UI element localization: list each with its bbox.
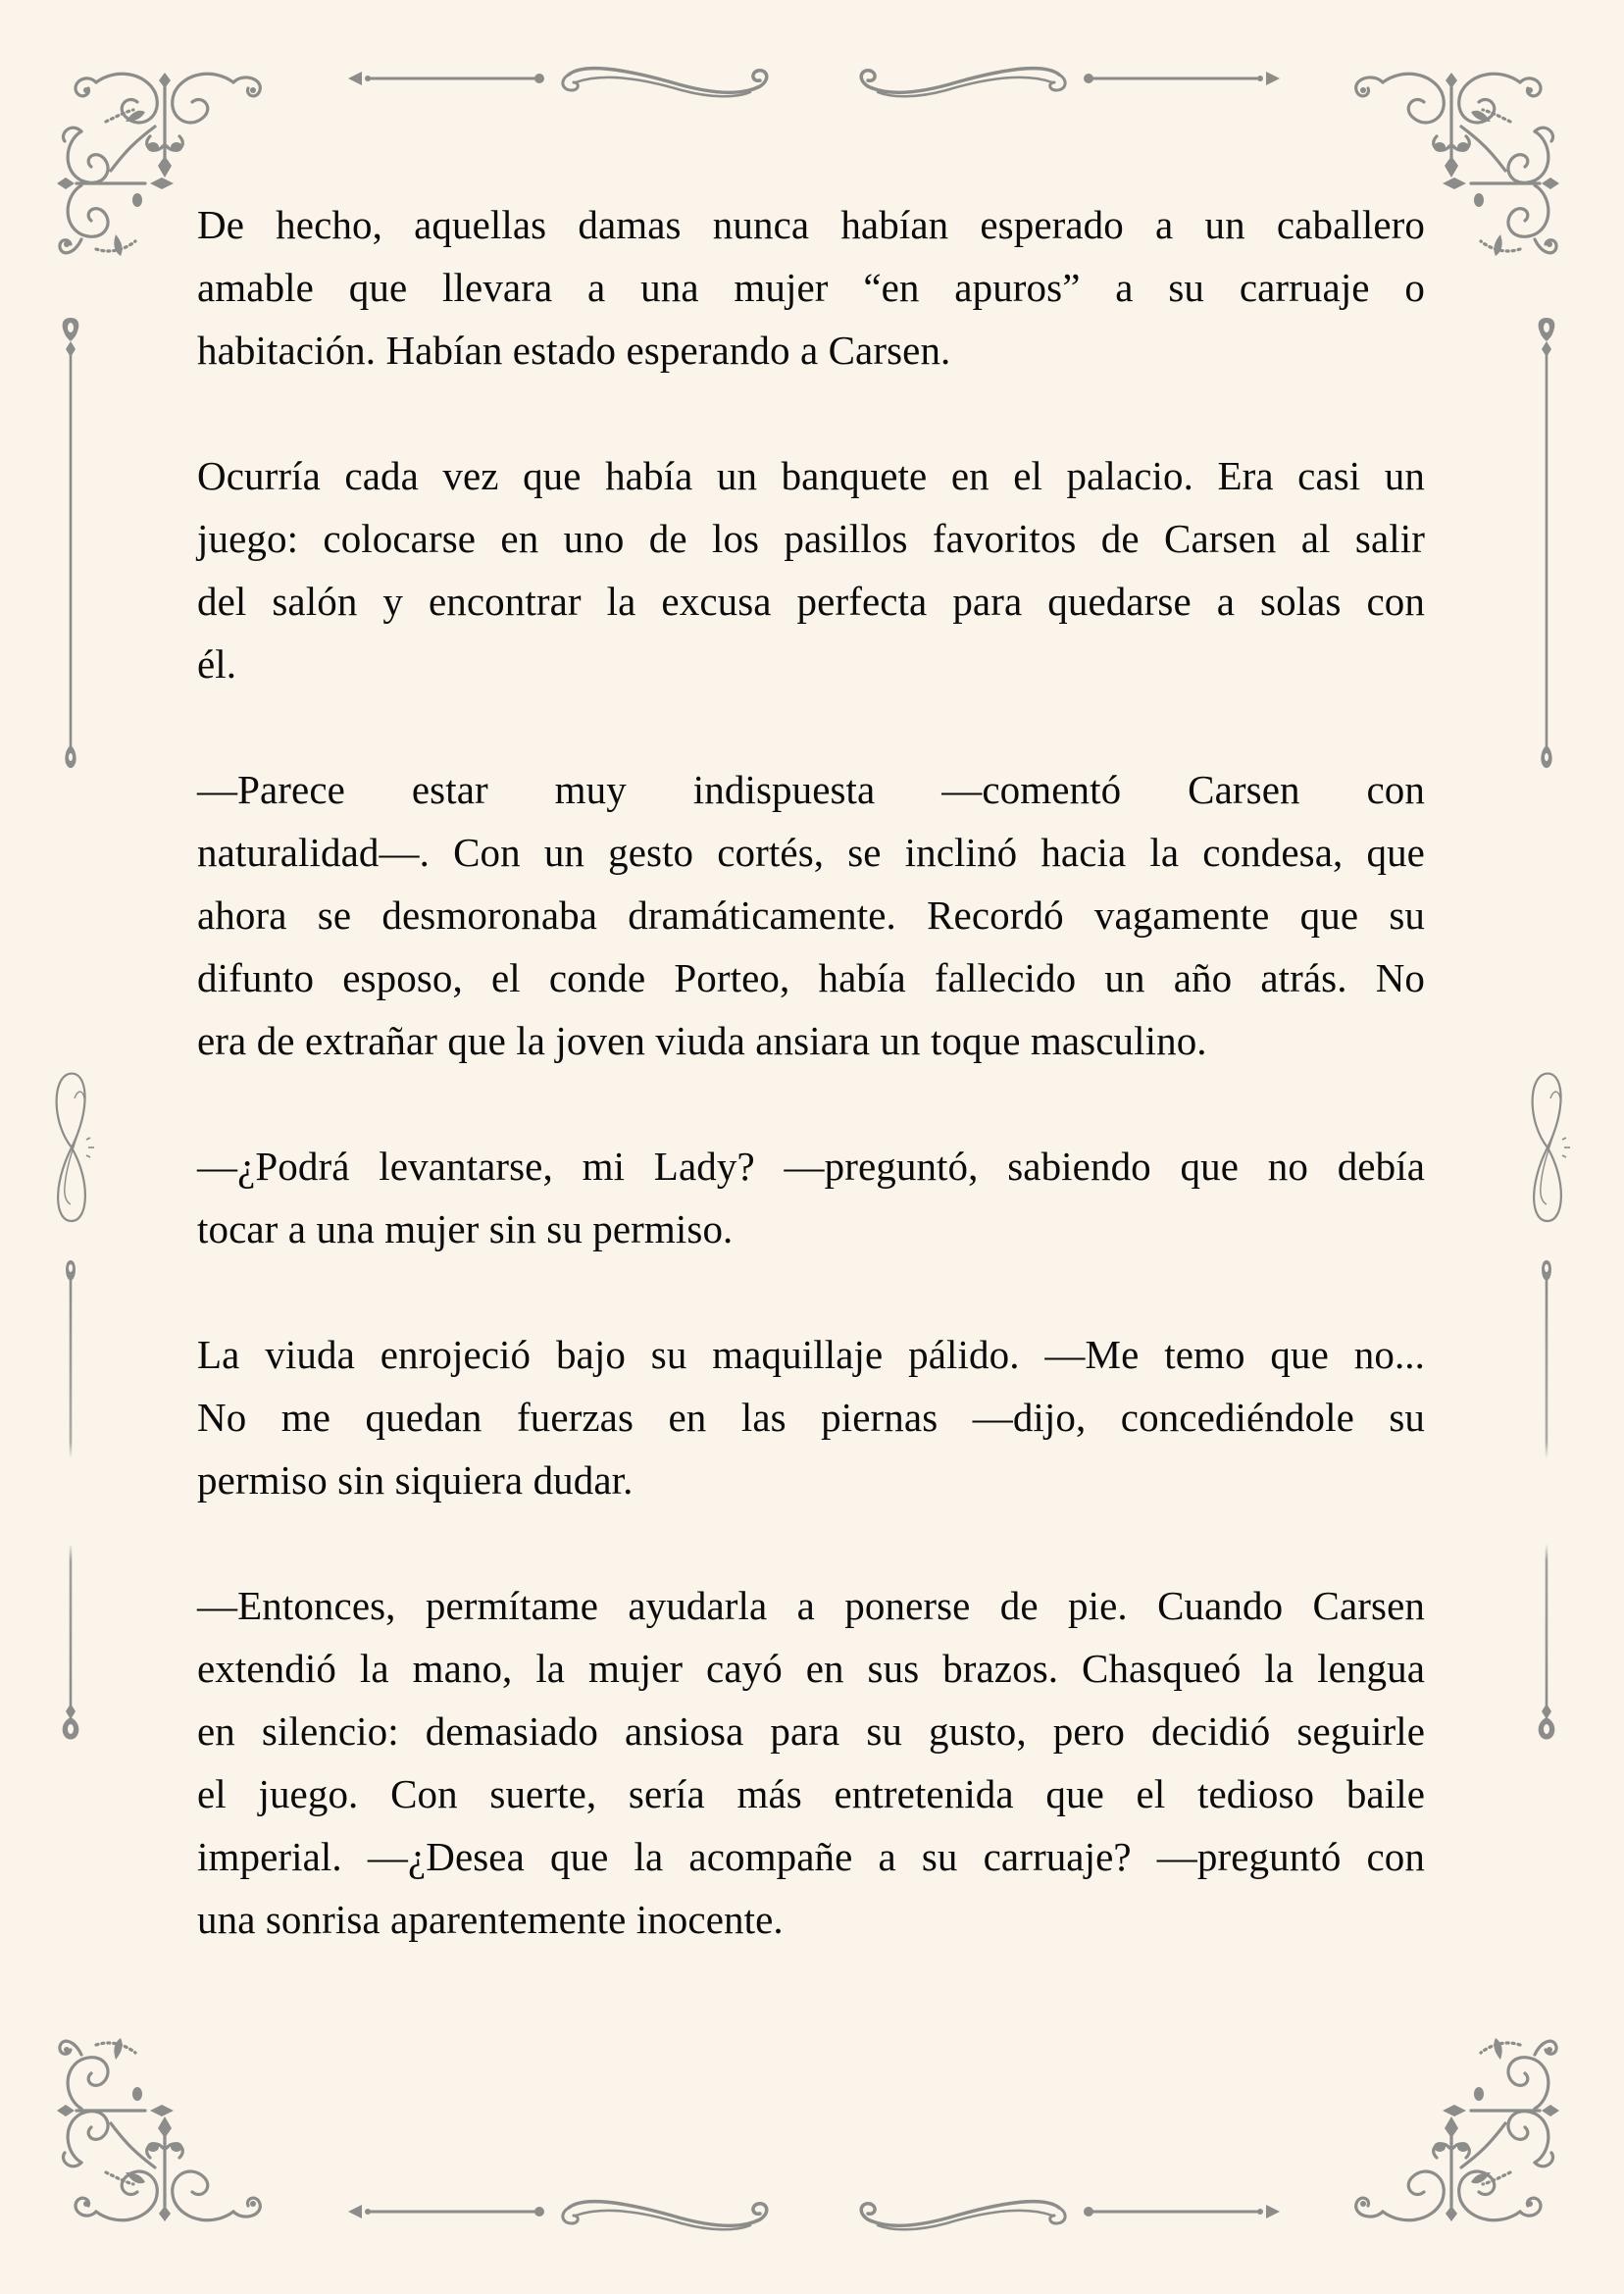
page-body-text — [197, 193, 1425, 2014]
right-rod-lower-icon — [1537, 1260, 1556, 1741]
text-line: en silencio: demasiado ansiosa para su gusto, pero decidió seguirle — [197, 1708, 1425, 1754]
text-line: el juego. Con suerte, sería más entretenida que el tedioso baile — [197, 1771, 1425, 1816]
text-line: naturalidad—. Con un gesto cortés, se inclinó hacia la condesa, que — [197, 830, 1425, 875]
paragraph-5 — [197, 1323, 1425, 1511]
paragraph-3 — [197, 758, 1425, 1072]
text-line: La viuda enrojeció bajo su maquillaje pálido. —Me temo que no... — [197, 1332, 1425, 1377]
text-line: permiso sin siquiera dudar. — [197, 1457, 634, 1503]
flourish-corner-bottom-left-icon — [57, 2006, 302, 2231]
text-line: —¿Podrá levantarse, mi Lady? —preguntó, sabiendo que no debía — [197, 1144, 1425, 1189]
text-line: tocar a una mujer sin su permiso. — [197, 1206, 734, 1251]
text-line: De hecho, aquellas damas nunca habían esperado a un caballero — [197, 202, 1425, 247]
text-line: ahora se desmoronaba dramáticamente. Recordó vagamente que su — [197, 892, 1425, 938]
paragraph-2 — [197, 444, 1425, 695]
text-line: una sonrisa aparentemente inocente. — [197, 1897, 784, 1942]
left-rod-lower-icon — [61, 1260, 80, 1741]
left-rod-upper-icon — [61, 318, 80, 769]
flourish-corner-bottom-right-icon — [1314, 2006, 1559, 2231]
right-rod-upper-icon — [1537, 318, 1556, 769]
scroll-divider-top-icon — [348, 65, 1280, 104]
paragraph-1 — [197, 193, 1425, 382]
text-line: juego: colocarse en uno de los pasillos favoritos de Carsen al salir — [197, 516, 1425, 561]
text-line: extendió la mano, la mujer cayó en sus brazos. Chasqueó la lengua — [197, 1646, 1425, 1691]
text-line: del salón y encontrar la excusa perfecta para quedarse a solas con — [197, 579, 1425, 624]
text-line: imperial. —¿Desea que la acompañe a su carruaje? —preguntó con — [197, 1834, 1425, 1879]
paragraph-4 — [197, 1135, 1425, 1260]
text-line: él. — [197, 641, 237, 687]
scroll-divider-bottom-icon — [348, 2198, 1280, 2237]
text-line: No me quedan fuerzas en las piernas —dijo, concediéndole su — [197, 1395, 1425, 1440]
text-line: Ocurría cada vez que había un banquete en el palacio. Era casi un — [197, 453, 1425, 498]
paragraph-6 — [197, 1574, 1425, 1951]
text-line: amable que llevara a una mujer “en apuros” a su carruaje o — [197, 265, 1425, 310]
text-line: habitación. Habían estado esperando a Carsen. — [197, 328, 951, 373]
text-line: —Parece estar muy indispuesta —comentó Carsen con — [197, 767, 1425, 812]
right-figure-eight-knot-icon — [1523, 1069, 1572, 1226]
left-figure-eight-knot-icon — [47, 1069, 96, 1226]
text-line: era de extrañar que la joven viuda ansiara un toque masculino. — [197, 1018, 1207, 1063]
text-line: difunto esposo, el conde Porteo, había fallecido un año atrás. No — [197, 955, 1425, 1000]
text-line: —Entonces, permítame ayudarla a ponerse de pie. Cuando Carsen — [197, 1583, 1425, 1628]
